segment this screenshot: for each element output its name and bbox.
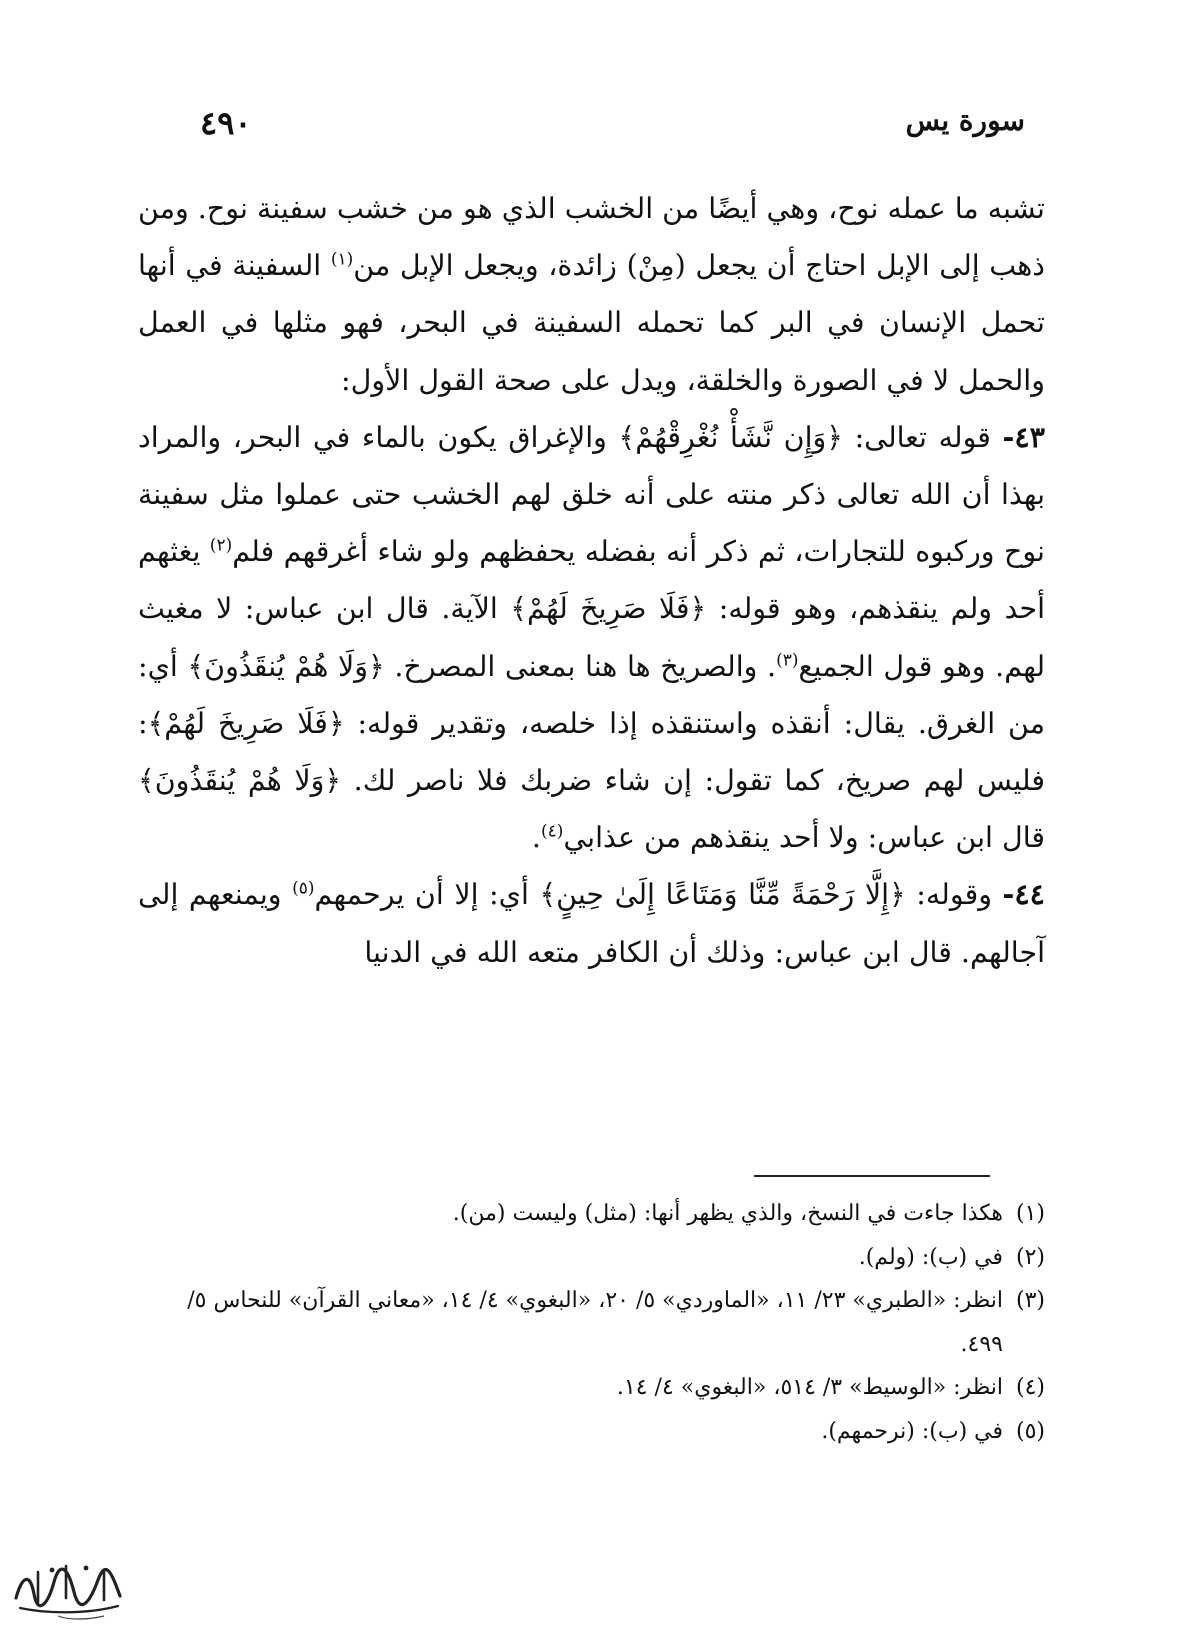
logo-mark	[8, 1558, 130, 1622]
verse-number: ٤٣-	[1002, 419, 1045, 454]
footnote-divider	[754, 1175, 990, 1177]
footnote-item	[138, 1236, 1045, 1280]
text-run: قال ابن عباس: ولا أحد ينقذهم من عذابي	[563, 821, 1045, 855]
footnote-ref: (١)	[330, 249, 354, 270]
text-run: : فليس لهم صريخ، كما تقول: إن شاء ضربك فلا ناصر لك.	[138, 706, 1045, 798]
verse-number: ٤٤-	[1002, 877, 1045, 912]
text-run: قوله تعالى:	[842, 420, 1003, 454]
footnote-text: هكذا جاءت في النسخ، والذي يظهر أنها: (مثل) وليست (من).	[452, 1201, 1003, 1226]
text-run: .	[531, 821, 541, 855]
text-run: أي: من الغرق. يقال: أنقذه واستنقذه إذا خلصه، وتقدير قوله:	[138, 649, 1045, 740]
footnote-text: انظر: «الطبري» ٢٣/ ١١، «الماوردي» ٥/ ٢٠، «البغوي» ٤/ ١٤، «معاني القرآن» للنحاس ٥/ ٤٩٩.	[187, 1288, 1003, 1357]
footnote-text: انظر: «الوسيط» ٣/ ٥١٤، «البغوي» ٤/ ١٤.	[616, 1375, 1003, 1401]
footnote-item	[138, 1192, 1045, 1236]
text-run: يغثهم أحد ولم ينقذهم، وهو قوله:	[138, 535, 1045, 626]
text-run: والإغراق يكون بالماء في البحر، والمراد بهذا أن الله تعالى ذكر منته على أنه خلق لهم الخشب حتى عملوا مثل سفينة نوح وركبوه للتجارات، ثم ذكر أنه بفضله يحفظهم ولو شاء أغرقهم فلم	[138, 420, 1045, 569]
page-header	[200, 104, 1025, 154]
footnote-text: في (ب): (ولم).	[858, 1244, 1003, 1270]
main-text	[138, 180, 1045, 981]
quran-quote: ﴿فَلَا صَرِيخَ لَهُمْ﴾	[510, 592, 707, 626]
quran-quote: ﴿وَلَا هُمْ يُنقَذُونَ﴾	[138, 764, 342, 798]
footnote-number: (٢)	[1015, 1244, 1045, 1270]
footnote-number: (٥)	[1015, 1418, 1045, 1444]
footnote-item	[138, 1366, 1045, 1410]
footnotes	[138, 1192, 1045, 1454]
quran-quote: ﴿وَلَا هُمْ يُنقَذُونَ﴾	[187, 649, 385, 683]
footnote-ref: (٤)	[540, 821, 564, 842]
page-number: ٤٩٠	[200, 104, 252, 142]
quran-quote: ﴿وَإِن نَّشَأْ نُغْرِقْهُمْ﴾	[618, 420, 843, 454]
footnote-number: (١)	[1015, 1201, 1045, 1226]
quran-quote: ﴿إِلَّا رَحْمَةً مِّنَّا وَمَتَاعًا إِلَىٰ حِينٍ﴾	[539, 878, 906, 912]
text-run: . والصريخ ها هنا بمعنى المصرخ.	[384, 649, 777, 683]
footnote-number: (٤)	[1015, 1375, 1045, 1401]
paragraph-1	[138, 180, 1045, 409]
text-run: أي: إلا أن يرحمهم	[314, 878, 540, 912]
text-run: ويمنعهم إلى آجالهم. قال ابن عباس: وذلك أن الكافر متعه الله في الدنيا	[138, 878, 1045, 969]
footnote-number: (٣)	[1015, 1288, 1045, 1314]
text-run: الآية. قال ابن عباس: لا مغيث لهم. وهو قول الجميع	[138, 592, 1046, 683]
footnote-ref: (٢)	[209, 535, 233, 556]
paragraph-verse-43	[138, 409, 1045, 867]
footnote-ref: (٣)	[776, 650, 799, 671]
footnote-item	[138, 1410, 1045, 1454]
surah-title: سورة يس	[905, 104, 1025, 137]
paragraph-verse-44	[138, 866, 1045, 980]
footnote-ref: (٥)	[292, 878, 315, 899]
quran-quote: ﴿فَلَا صَرِيخَ لَهُمْ﴾	[147, 706, 345, 740]
calligraphy-logo-icon	[8, 1558, 130, 1622]
text-run: تشبه ما عمله نوح، وهي أيضًا من الخشب الذي هو من خشب سفينة نوح. ومن ذهب إلى الإبل احتاج أن يجعل (مِنْ) زائدة، ويجعل الإبل من	[138, 192, 1046, 283]
footnote-item	[138, 1279, 1045, 1366]
text-run: السفينة في أنها تحمل الإنسان في البر كما تحمله السفينة في البحر، فهو مثلها في العمل والحمل لا في الصورة والخلقة، ويدل على صحة القول الأول:	[138, 249, 1045, 397]
text-run: وقوله:	[905, 878, 1003, 912]
footnote-text: في (ب): (نرحمهم).	[821, 1418, 1003, 1444]
